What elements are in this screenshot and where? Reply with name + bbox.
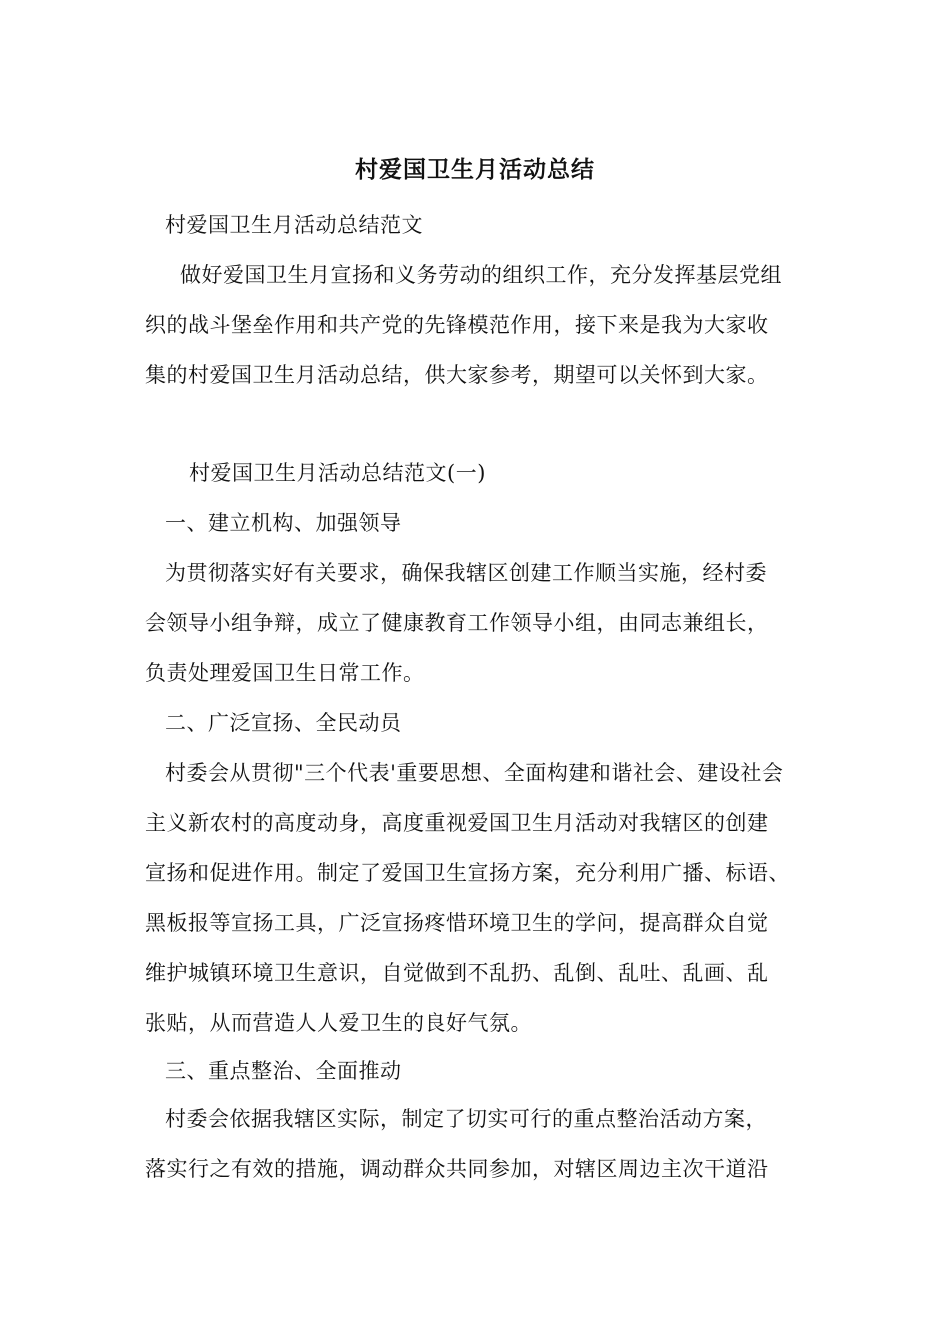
section-title: 村爱国卫生月活动总结范文(一) bbox=[189, 461, 486, 485]
para2-line-6: 张贴，从而营造人人爱卫生的良好气氛。 bbox=[145, 1011, 532, 1035]
heading-3: 三、重点整治、全面推动 bbox=[165, 1059, 402, 1083]
para3-line-2: 落实行之有效的措施，调动群众共同参加，对辖区周边主次干道沿 bbox=[145, 1157, 769, 1181]
document-title: 村爱国卫生月活动总结 bbox=[355, 156, 595, 183]
heading-2: 二、广泛宣扬、全民动员 bbox=[165, 711, 402, 735]
para3-line-1: 村委会依据我辖区实际，制定了切实可行的重点整治活动方案， bbox=[165, 1107, 767, 1131]
para2-line-4: 黑板报等宣扬工具，广泛宣扬疼惜环境卫生的学问，提高群众自觉 bbox=[145, 911, 769, 935]
para1-line-1: 为贯彻落实好有关要求，确保我辖区创建工作顺当实施，经村委 bbox=[165, 561, 767, 585]
document-subtitle: 村爱国卫生月活动总结范文 bbox=[165, 213, 423, 237]
heading-1: 一、建立机构、加强领导 bbox=[165, 511, 402, 535]
para2-line-1: 村委会从贯彻"三个代表'重要思想、全面构建和谐社会、建设社会 bbox=[165, 761, 784, 785]
intro-line-2: 织的战斗堡垒作用和共产党的先锋模范作用，接下来是我为大家收 bbox=[145, 313, 769, 337]
para2-line-2: 主义新农村的高度动身，高度重视爱国卫生月活动对我辖区的创建 bbox=[145, 811, 769, 835]
para1-line-2: 会领导小组争辩，成立了健康教育工作领导小组，由同志兼组长， bbox=[145, 611, 769, 635]
intro-line-3: 集的村爱国卫生月活动总结，供大家参考，期望可以关怀到大家。 bbox=[145, 363, 769, 387]
para1-line-3: 负责处理爱国卫生日常工作。 bbox=[145, 661, 425, 685]
para2-line-5: 维护城镇环境卫生意识，自觉做到不乱扔、乱倒、乱吐、乱画、乱 bbox=[145, 961, 769, 985]
para2-line-3: 宣扬和促进作用。制定了爱国卫生宣扬方案，充分利用广播、标语、 bbox=[145, 861, 790, 885]
intro-line-1: 做好爱国卫生月宣扬和义务劳动的组织工作，充分发挥基层党组 bbox=[180, 263, 782, 287]
